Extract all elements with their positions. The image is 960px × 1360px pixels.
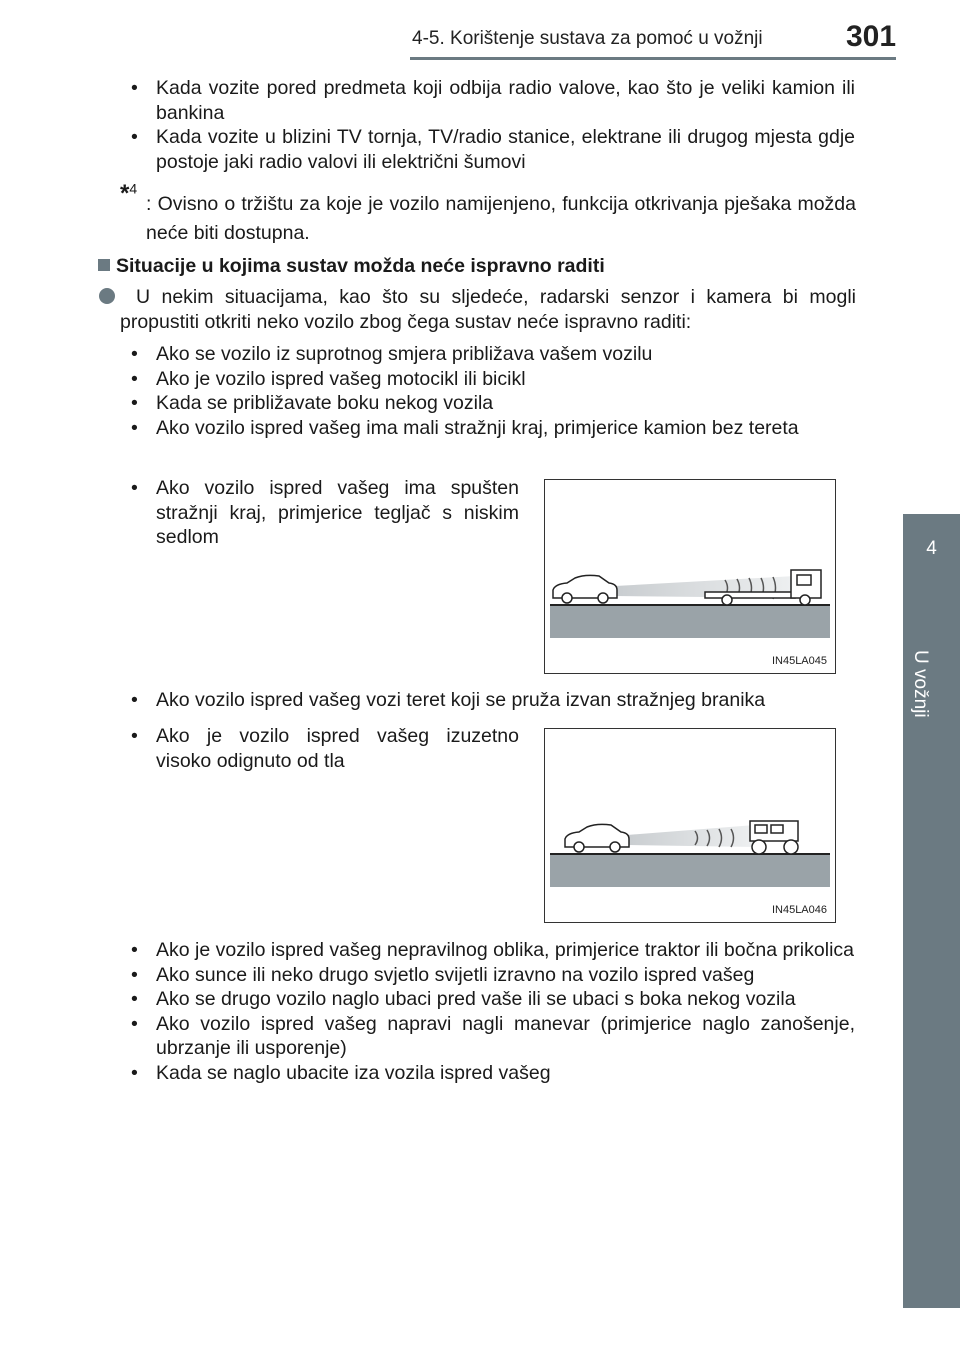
sedan-icon — [565, 824, 629, 852]
bullet-marker: • — [131, 126, 138, 148]
chapter-number: 4 — [926, 538, 937, 559]
footnote-text: : Ovisno o tržištu za koje je vozilo namijenjeno, funkcija otkrivanja pješaka možda neće biti dostupna. — [146, 193, 856, 244]
figure-code: IN45LA046 — [771, 904, 827, 916]
list-item — [131, 76, 855, 125]
list-item: • Kada se približavate boku nekog vozila — [131, 392, 494, 414]
bullet-mid: • Ako vozilo ispred vašeg vozi teret koji se pruža izvan stražnjeg branika — [131, 689, 766, 711]
figure1-bullet: • Ako vozilo ispred vašeg ima spušten stražnji kraj, primjerice tegljač s niskim sedlom — [131, 477, 519, 548]
list-item: • Ako se drugo vozilo naglo ubaci pred vaše ili se ubaci s boka nekog vozila — [131, 988, 796, 1010]
list-item: • Kada se naglo ubacite iza vozila ispred vašeg — [131, 1061, 551, 1084]
figure2-bullet: • Ako je vozilo ispred vašeg izuzetno visoko odignuto od tla — [131, 725, 519, 772]
bullet-list-b — [131, 938, 855, 1085]
circle-bullet-icon — [99, 288, 115, 304]
road-surface — [550, 854, 830, 887]
list-item: • Ako sunce ili neko drugo svjetlo svijetli izravno na vozilo ispred vašeg — [131, 963, 755, 986]
list-item: • Ako je vozilo ispred vašeg nepravilnog oblika, primjerice traktor ili bočna prikolica — [131, 939, 854, 961]
list-item: • Ako vozilo ispred vašeg napravi nagli manevar (primjerice naglo zanošenje, ubrzanje ili usporenje) — [131, 1012, 855, 1059]
figure-low-trailer — [544, 479, 836, 674]
list-item-text: Kada vozite pored predmeta koji odbija radio valove, kao što je veliki kamion ili bankina — [156, 77, 855, 124]
lifted-suv-icon — [750, 821, 798, 854]
page-number: 301 — [846, 20, 897, 53]
list-item: • Ako vozilo ispred vašeg ima mali stražnji kraj, primjerice kamion bez tereta — [131, 416, 799, 439]
high-vehicle-illustration — [545, 729, 835, 922]
bullet-list-a — [131, 342, 855, 440]
list-item: • Ako se vozilo iz suprotnog smjera približava vašem vozilu — [131, 343, 653, 365]
intro-bullet-list — [131, 76, 855, 174]
figure-code: IN45LA045 — [771, 655, 827, 667]
square-bullet-icon — [98, 259, 110, 271]
list-item — [131, 125, 855, 174]
footnote-marker: *$^4$ — [120, 180, 138, 207]
list-item: • Ako je vozilo ispred vašeg motocikl ili bicikl — [131, 367, 526, 390]
road-surface — [550, 605, 830, 638]
figure-high-vehicle — [544, 728, 836, 923]
bullet-marker: • — [131, 77, 138, 99]
header-divider — [410, 57, 896, 60]
sedan-icon — [553, 575, 617, 603]
low-trailer-illustration — [545, 480, 835, 673]
radar-beam — [627, 825, 755, 847]
section-intro: U nekim situacijama, kao što su sljedeće, radarski senzor i kamera bi mogli propustiti otkriti neko vozilo zbog čega sustav neće ispravno raditi: — [120, 286, 856, 333]
list-item-text: Kada vozite u blizini TV tornja, TV/radio stanice, elektrane ili drugog mjesta gdje postoje jaki radio valovi ili električni šumovi — [156, 126, 855, 173]
section-title: 4-5. Korištenje sustava za pomoć u vožnji — [412, 28, 763, 49]
chapter-title: U vožnji — [910, 650, 931, 718]
section-heading: Situacije u kojima sustav možda neće ispravno raditi — [98, 255, 605, 278]
